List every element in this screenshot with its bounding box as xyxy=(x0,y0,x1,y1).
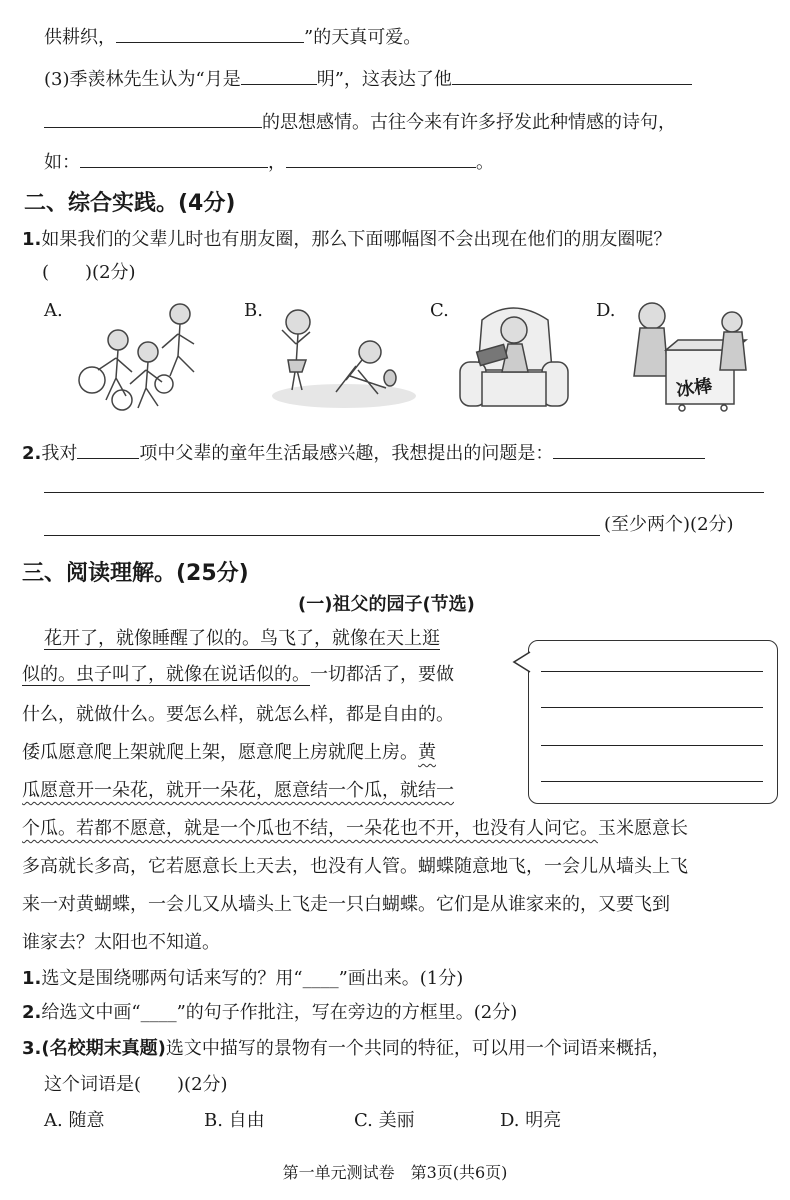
passage-line-3: 什么，就做什么。要怎么样，就怎么样，都是自由的。 xyxy=(22,704,454,725)
option-b-label: B. xyxy=(244,300,263,321)
fill-line-1: 供耕织， ”的天真可爱。 xyxy=(44,24,421,49)
picture-a-hoop-rolling xyxy=(68,300,218,412)
section-3-heading: 三、阅读理解。(25分) xyxy=(22,561,249,586)
passage-line-8: 来一对黄蝴蝶，一会儿又从墙头上飞走一只白蝴蝶。它们是从谁家来的，又要飞到 xyxy=(22,894,670,915)
picture-c-child-tablet xyxy=(452,300,572,412)
section-2-heading: 二、综合实践。(4分) xyxy=(24,191,236,216)
annotation-line[interactable] xyxy=(541,707,763,708)
s3-q1: 1.选文是围绕哪两句话来写的？用“____”画出来。(1分) xyxy=(22,968,464,989)
option-c-label: C. xyxy=(430,300,449,321)
passage-line-7: 多高就长多高，它若愿意长上天去，也没有人管。蝴蝶随意地飞，一会儿从墙头上飞 xyxy=(22,856,688,877)
blank-option[interactable] xyxy=(77,440,139,459)
s2-q2-note: (至少两个)(2分) xyxy=(604,514,734,535)
passage-line-4: 倭瓜愿意爬上架就爬上架，愿意爬上房就爬上房。黄 xyxy=(22,742,436,763)
s2-q2: 2.我对 项中父辈的童年生活最感兴趣，我想提出的问题是： xyxy=(22,440,705,465)
blank-question-a[interactable] xyxy=(553,440,705,459)
blank-moon[interactable] xyxy=(241,66,317,85)
choice-c[interactable]: C. 美丽 xyxy=(354,1110,415,1131)
passage-title: (一)祖父的园子(节选) xyxy=(298,594,475,615)
blank-poem-2[interactable] xyxy=(286,149,476,168)
choice-b[interactable]: B. 自由 xyxy=(204,1110,265,1131)
annotation-line[interactable] xyxy=(541,745,763,746)
blank-1[interactable] xyxy=(116,24,304,43)
blank-feeling-a[interactable] xyxy=(452,66,692,85)
option-a-label: A. xyxy=(44,300,63,321)
passage-line-2: 似的。虫子叫了，就像在说话似的。一切都活了，要做 xyxy=(22,664,454,685)
passage-line-6: 个瓜。若都不愿意，就是一个瓜也不结，一朵花也不开，也没有人问它。玉米愿意长 xyxy=(22,818,688,839)
q3-line-2: 的思想感情。古往今来有许多抒发此种情感的诗句， xyxy=(44,109,676,134)
s3-q3-cont[interactable]: 这个词语是( )(2分) xyxy=(44,1074,228,1095)
option-d-label: D. xyxy=(596,300,616,321)
q3-line-3: 如： ， 。 xyxy=(44,149,494,174)
s2-q1-answer[interactable]: ( )(2分) xyxy=(42,262,136,283)
popsicle-cart-sign: 冰棒 xyxy=(674,375,714,402)
annotation-pointer-icon xyxy=(512,650,532,674)
s2-q1: 1.如果我们的父辈儿时也有朋友圈，那么下面哪幅图不会出现在他们的朋友圈呢？ xyxy=(22,229,672,250)
passage-line-9: 谁家去？太阳也不知道。 xyxy=(22,932,220,953)
annotation-box[interactable] xyxy=(528,640,778,804)
blank-feeling-b[interactable] xyxy=(44,109,262,128)
q3-line-1: (3)季羡林先生认为“月是 明”，这表达了他 xyxy=(44,66,692,91)
picture-b-kids-playing xyxy=(266,300,416,412)
blank-poem-1[interactable] xyxy=(80,149,268,168)
choice-d[interactable]: D. 明亮 xyxy=(500,1110,562,1131)
answer-line-1[interactable] xyxy=(44,492,764,493)
passage-line-1: 花开了，就像睡醒了似的。鸟飞了，就像在天上逛 xyxy=(44,628,440,649)
answer-line-2[interactable] xyxy=(44,535,600,536)
s3-q3: 3.(名校期末真题)选文中描写的景物有一个共同的特征，可以用一个词语来概括， xyxy=(22,1038,670,1059)
passage-line-5: 瓜愿意开一朵花，就开一朵花，愿意结一个瓜，就结一 xyxy=(22,780,454,801)
page-footer: 第一单元测试卷 第3页(共6页) xyxy=(282,1163,508,1182)
annotation-line[interactable] xyxy=(541,781,763,782)
s3-q2: 2.给选文中画“____”的句子作批注，写在旁边的方框里。(2分) xyxy=(22,1002,518,1023)
annotation-line[interactable] xyxy=(541,671,763,672)
choice-a[interactable]: A. 随意 xyxy=(44,1110,105,1131)
